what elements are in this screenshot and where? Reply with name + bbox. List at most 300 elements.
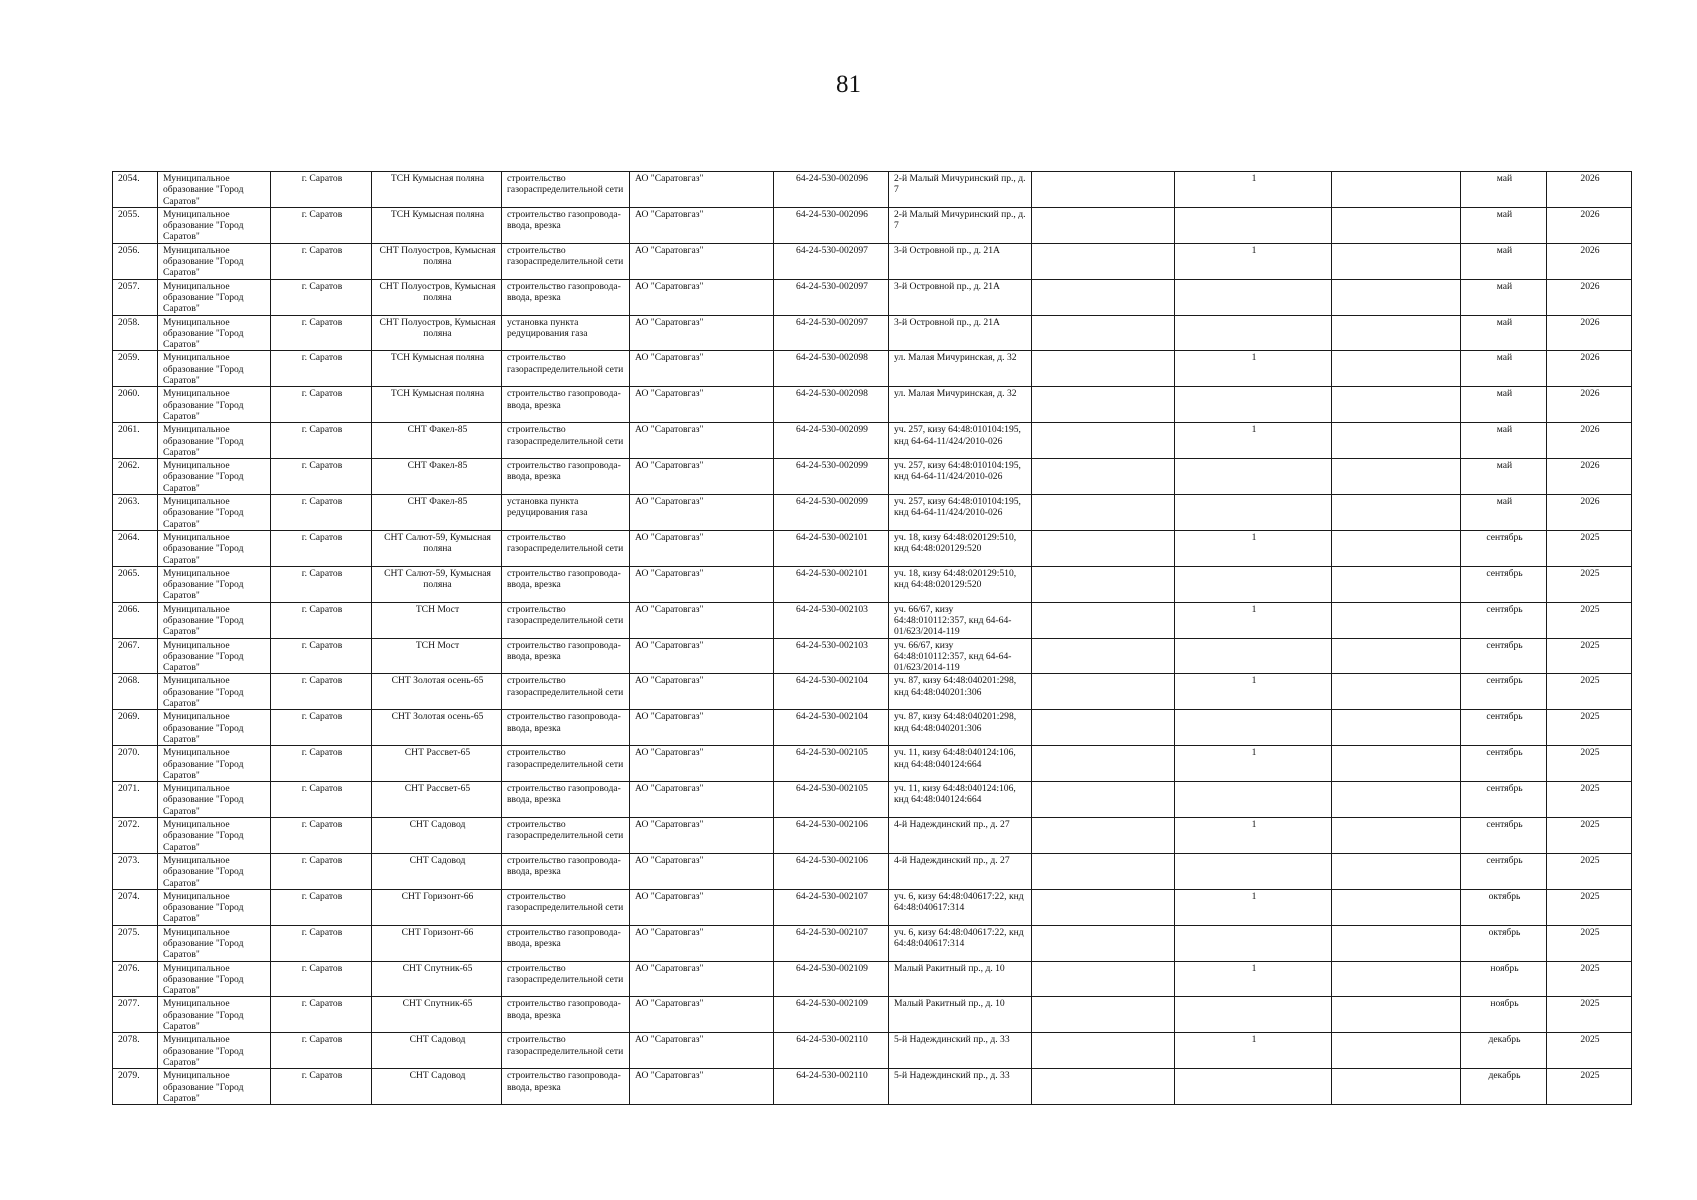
work-type-cell: строительство газораспределительной сети <box>502 674 630 710</box>
row-number: 2065. <box>113 566 158 602</box>
table-row <box>113 495 1632 531</box>
object-code-cell: 64-24-530-002098 <box>774 351 889 387</box>
settlement-cell: СНТ Садовод <box>372 818 502 854</box>
work-type-cell: строительство газопровода-ввода, врезка <box>502 782 630 818</box>
row-number: 2066. <box>113 602 158 638</box>
empty-cell <box>1332 1033 1461 1069</box>
empty-cell <box>1332 172 1461 208</box>
municipality-cell: Муниципальное образование "Город Саратов" <box>158 638 271 674</box>
city-cell: г. Саратов <box>271 997 372 1033</box>
owner-cell: АО "Саратовгаз" <box>630 387 774 423</box>
settlement-cell: СНТ Факел-85 <box>372 459 502 495</box>
month-cell: сентябрь <box>1461 638 1547 674</box>
table-row <box>113 243 1632 279</box>
municipality-cell: Муниципальное образование "Город Саратов" <box>158 530 271 566</box>
work-type-cell: установка пункта редуцирования газа <box>502 495 630 531</box>
empty-cell <box>1032 889 1175 925</box>
settlement-cell: СНТ Спутник-65 <box>372 997 502 1033</box>
settlement-cell: ТСН Кумысная поляна <box>372 387 502 423</box>
object-code-cell: 64-24-530-002103 <box>774 638 889 674</box>
object-code-cell: 64-24-530-002097 <box>774 243 889 279</box>
address-cell: уч. 257, кизу 64:48:010104:195, кнд 64-64-11/424/2010-026 <box>889 459 1032 495</box>
settlement-cell: СНТ Факел-85 <box>372 423 502 459</box>
municipality-cell: Муниципальное образование "Город Саратов" <box>158 746 271 782</box>
city-cell: г. Саратов <box>271 243 372 279</box>
month-cell: ноябрь <box>1461 997 1547 1033</box>
empty-cell <box>1332 243 1461 279</box>
owner-cell: АО "Саратовгаз" <box>630 172 774 208</box>
work-type-cell: строительство газопровода-ввода, врезка <box>502 853 630 889</box>
count-cell: 1 <box>1175 530 1332 566</box>
empty-cell <box>1332 566 1461 602</box>
address-cell: 2-й Малый Мичуринский пр., д. 7 <box>889 172 1032 208</box>
count-cell: 1 <box>1175 1033 1332 1069</box>
work-type-cell: строительство газораспределительной сети <box>502 889 630 925</box>
count-cell <box>1175 997 1332 1033</box>
work-type-cell: строительство газопровода-ввода, врезка <box>502 207 630 243</box>
registry-body <box>113 172 1632 1105</box>
address-cell: 5-й Надеждинский пр., д. 33 <box>889 1033 1032 1069</box>
object-code-cell: 64-24-530-002107 <box>774 889 889 925</box>
row-number: 2074. <box>113 889 158 925</box>
count-cell: 1 <box>1175 746 1332 782</box>
object-code-cell: 64-24-530-002099 <box>774 459 889 495</box>
municipality-cell: Муниципальное образование "Город Саратов" <box>158 710 271 746</box>
empty-cell <box>1332 315 1461 351</box>
row-number: 2060. <box>113 387 158 423</box>
month-cell: сентябрь <box>1461 710 1547 746</box>
settlement-cell: СНТ Спутник-65 <box>372 961 502 997</box>
count-cell: 1 <box>1175 818 1332 854</box>
empty-cell <box>1332 925 1461 961</box>
municipality-cell: Муниципальное образование "Город Саратов" <box>158 961 271 997</box>
object-code-cell: 64-24-530-002101 <box>774 566 889 602</box>
empty-cell <box>1332 459 1461 495</box>
row-number: 2056. <box>113 243 158 279</box>
month-cell: декабрь <box>1461 1033 1547 1069</box>
owner-cell: АО "Саратовгаз" <box>630 746 774 782</box>
table-row <box>113 530 1632 566</box>
settlement-cell: СНТ Полуостров, Кумысная поляна <box>372 279 502 315</box>
table-row <box>113 889 1632 925</box>
count-cell: 1 <box>1175 889 1332 925</box>
municipality-cell: Муниципальное образование "Город Саратов" <box>158 459 271 495</box>
object-code-cell: 64-24-530-002106 <box>774 818 889 854</box>
empty-cell <box>1332 638 1461 674</box>
table-row <box>113 925 1632 961</box>
year-cell: 2025 <box>1547 746 1632 782</box>
city-cell: г. Саратов <box>271 782 372 818</box>
month-cell: сентябрь <box>1461 602 1547 638</box>
city-cell: г. Саратов <box>271 1033 372 1069</box>
settlement-cell: СНТ Салют-59, Кумысная поляна <box>372 566 502 602</box>
empty-cell <box>1332 997 1461 1033</box>
year-cell: 2025 <box>1547 638 1632 674</box>
owner-cell: АО "Саратовгаз" <box>630 853 774 889</box>
municipality-cell: Муниципальное образование "Город Саратов" <box>158 925 271 961</box>
empty-cell <box>1332 782 1461 818</box>
year-cell: 2026 <box>1547 279 1632 315</box>
year-cell: 2025 <box>1547 853 1632 889</box>
empty-cell <box>1332 530 1461 566</box>
count-cell: 1 <box>1175 243 1332 279</box>
year-cell: 2025 <box>1547 782 1632 818</box>
month-cell: май <box>1461 423 1547 459</box>
owner-cell: АО "Саратовгаз" <box>630 243 774 279</box>
municipality-cell: Муниципальное образование "Город Саратов" <box>158 172 271 208</box>
empty-cell <box>1332 495 1461 531</box>
month-cell: май <box>1461 279 1547 315</box>
empty-cell <box>1032 495 1175 531</box>
year-cell: 2025 <box>1547 602 1632 638</box>
empty-cell <box>1032 746 1175 782</box>
gasification-registry-table <box>112 171 1632 1105</box>
owner-cell: АО "Саратовгаз" <box>630 351 774 387</box>
month-cell: сентябрь <box>1461 566 1547 602</box>
city-cell: г. Саратов <box>271 495 372 531</box>
year-cell: 2025 <box>1547 674 1632 710</box>
municipality-cell: Муниципальное образование "Город Саратов" <box>158 207 271 243</box>
empty-cell <box>1332 853 1461 889</box>
owner-cell: АО "Саратовгаз" <box>630 566 774 602</box>
settlement-cell: ТСН Кумысная поляна <box>372 207 502 243</box>
row-number: 2073. <box>113 853 158 889</box>
city-cell: г. Саратов <box>271 961 372 997</box>
month-cell: сентябрь <box>1461 530 1547 566</box>
settlement-cell: СНТ Рассвет-65 <box>372 746 502 782</box>
city-cell: г. Саратов <box>271 566 372 602</box>
address-cell: уч. 87, кизу 64:48:040201:298, кнд 64:48:040201:306 <box>889 710 1032 746</box>
city-cell: г. Саратов <box>271 530 372 566</box>
empty-cell <box>1332 889 1461 925</box>
year-cell: 2026 <box>1547 495 1632 531</box>
owner-cell: АО "Саратовгаз" <box>630 423 774 459</box>
year-cell: 2026 <box>1547 423 1632 459</box>
table-row <box>113 961 1632 997</box>
table-row <box>113 172 1632 208</box>
empty-cell <box>1332 351 1461 387</box>
municipality-cell: Муниципальное образование "Город Саратов" <box>158 423 271 459</box>
municipality-cell: Муниципальное образование "Город Саратов" <box>158 566 271 602</box>
municipality-cell: Муниципальное образование "Город Саратов" <box>158 1033 271 1069</box>
year-cell: 2026 <box>1547 351 1632 387</box>
settlement-cell: СНТ Золотая осень-65 <box>372 674 502 710</box>
municipality-cell: Муниципальное образование "Город Саратов" <box>158 889 271 925</box>
city-cell: г. Саратов <box>271 889 372 925</box>
count-cell <box>1175 459 1332 495</box>
empty-cell <box>1032 602 1175 638</box>
month-cell: сентябрь <box>1461 853 1547 889</box>
row-number: 2054. <box>113 172 158 208</box>
empty-cell <box>1332 207 1461 243</box>
empty-cell <box>1032 710 1175 746</box>
object-code-cell: 64-24-530-002109 <box>774 961 889 997</box>
work-type-cell: строительство газопровода-ввода, врезка <box>502 997 630 1033</box>
object-code-cell: 64-24-530-002105 <box>774 746 889 782</box>
empty-cell <box>1032 853 1175 889</box>
table-row <box>113 1033 1632 1069</box>
month-cell: май <box>1461 387 1547 423</box>
month-cell: май <box>1461 315 1547 351</box>
owner-cell: АО "Саратовгаз" <box>630 674 774 710</box>
count-cell <box>1175 1069 1332 1105</box>
address-cell: ул. Малая Мичуринская, д. 32 <box>889 351 1032 387</box>
empty-cell <box>1032 351 1175 387</box>
address-cell: 3-й Островной пр., д. 21А <box>889 243 1032 279</box>
work-type-cell: строительство газораспределительной сети <box>502 243 630 279</box>
month-cell: май <box>1461 495 1547 531</box>
city-cell: г. Саратов <box>271 172 372 208</box>
owner-cell: АО "Саратовгаз" <box>630 315 774 351</box>
owner-cell: АО "Саратовгаз" <box>630 1033 774 1069</box>
row-number: 2055. <box>113 207 158 243</box>
municipality-cell: Муниципальное образование "Город Саратов" <box>158 243 271 279</box>
address-cell: уч. 6, кизу 64:48:040617:22, кнд 64:48:040617:314 <box>889 925 1032 961</box>
year-cell: 2026 <box>1547 243 1632 279</box>
year-cell: 2025 <box>1547 530 1632 566</box>
owner-cell: АО "Саратовгаз" <box>630 997 774 1033</box>
row-number: 2069. <box>113 710 158 746</box>
settlement-cell: СНТ Полуостров, Кумысная поляна <box>372 243 502 279</box>
settlement-cell: ТСН Мост <box>372 602 502 638</box>
city-cell: г. Саратов <box>271 710 372 746</box>
owner-cell: АО "Саратовгаз" <box>630 782 774 818</box>
empty-cell <box>1032 423 1175 459</box>
table-row <box>113 279 1632 315</box>
empty-cell <box>1032 387 1175 423</box>
work-type-cell: строительство газораспределительной сети <box>502 602 630 638</box>
count-cell <box>1175 495 1332 531</box>
count-cell <box>1175 279 1332 315</box>
empty-cell <box>1032 674 1175 710</box>
year-cell: 2025 <box>1547 997 1632 1033</box>
owner-cell: АО "Саратовгаз" <box>630 459 774 495</box>
object-code-cell: 64-24-530-002103 <box>774 602 889 638</box>
address-cell: 5-й Надеждинский пр., д. 33 <box>889 1069 1032 1105</box>
work-type-cell: строительство газопровода-ввода, врезка <box>502 566 630 602</box>
year-cell: 2025 <box>1547 925 1632 961</box>
row-number: 2072. <box>113 818 158 854</box>
work-type-cell: строительство газопровода-ввода, врезка <box>502 710 630 746</box>
month-cell: сентябрь <box>1461 782 1547 818</box>
work-type-cell: строительство газораспределительной сети <box>502 530 630 566</box>
owner-cell: АО "Саратовгаз" <box>630 818 774 854</box>
address-cell: уч. 257, кизу 64:48:010104:195, кнд 64-64-11/424/2010-026 <box>889 423 1032 459</box>
year-cell: 2026 <box>1547 172 1632 208</box>
address-cell: Малый Ракитный пр., д. 10 <box>889 961 1032 997</box>
address-cell: ул. Малая Мичуринская, д. 32 <box>889 387 1032 423</box>
year-cell: 2026 <box>1547 315 1632 351</box>
count-cell <box>1175 566 1332 602</box>
empty-cell <box>1032 243 1175 279</box>
empty-cell <box>1032 207 1175 243</box>
city-cell: г. Саратов <box>271 746 372 782</box>
table-row <box>113 315 1632 351</box>
empty-cell <box>1332 674 1461 710</box>
city-cell: г. Саратов <box>271 853 372 889</box>
municipality-cell: Муниципальное образование "Город Саратов" <box>158 782 271 818</box>
empty-cell <box>1032 459 1175 495</box>
address-cell: уч. 87, кизу 64:48:040201:298, кнд 64:48:040201:306 <box>889 674 1032 710</box>
address-cell: 3-й Островной пр., д. 21А <box>889 315 1032 351</box>
owner-cell: АО "Саратовгаз" <box>630 710 774 746</box>
empty-cell <box>1332 710 1461 746</box>
work-type-cell: строительство газопровода-ввода, врезка <box>502 1069 630 1105</box>
address-cell: 4-й Надеждинский пр., д. 27 <box>889 818 1032 854</box>
city-cell: г. Саратов <box>271 925 372 961</box>
row-number: 2057. <box>113 279 158 315</box>
owner-cell: АО "Саратовгаз" <box>630 207 774 243</box>
owner-cell: АО "Саратовгаз" <box>630 602 774 638</box>
table-row <box>113 782 1632 818</box>
empty-cell <box>1032 530 1175 566</box>
table-row <box>113 423 1632 459</box>
month-cell: май <box>1461 207 1547 243</box>
city-cell: г. Саратов <box>271 818 372 854</box>
table-row <box>113 638 1632 674</box>
empty-cell <box>1332 961 1461 997</box>
work-type-cell: строительство газораспределительной сети <box>502 818 630 854</box>
table-row <box>113 602 1632 638</box>
municipality-cell: Муниципальное образование "Город Саратов" <box>158 997 271 1033</box>
work-type-cell: строительство газораспределительной сети <box>502 423 630 459</box>
empty-cell <box>1032 172 1175 208</box>
work-type-cell: строительство газораспределительной сети <box>502 961 630 997</box>
settlement-cell: СНТ Золотая осень-65 <box>372 710 502 746</box>
address-cell: уч. 11, кизу 64:48:040124:106, кнд 64:48:040124:664 <box>889 782 1032 818</box>
month-cell: сентябрь <box>1461 818 1547 854</box>
month-cell: май <box>1461 351 1547 387</box>
address-cell: 3-й Островной пр., д. 21А <box>889 279 1032 315</box>
object-code-cell: 64-24-530-002110 <box>774 1069 889 1105</box>
empty-cell <box>1332 423 1461 459</box>
object-code-cell: 64-24-530-002099 <box>774 423 889 459</box>
year-cell: 2025 <box>1547 889 1632 925</box>
month-cell: май <box>1461 459 1547 495</box>
row-number: 2061. <box>113 423 158 459</box>
owner-cell: АО "Саратовгаз" <box>630 638 774 674</box>
table-row <box>113 710 1632 746</box>
city-cell: г. Саратов <box>271 602 372 638</box>
municipality-cell: Муниципальное образование "Город Саратов" <box>158 818 271 854</box>
empty-cell <box>1032 1033 1175 1069</box>
count-cell <box>1175 207 1332 243</box>
work-type-cell: строительство газораспределительной сети <box>502 172 630 208</box>
settlement-cell: ТСН Кумысная поляна <box>372 172 502 208</box>
empty-cell <box>1032 279 1175 315</box>
table-row <box>113 351 1632 387</box>
address-cell: уч. 66/67, кизу 64:48:010112:357, кнд 64-64-01/623/2014-119 <box>889 602 1032 638</box>
year-cell: 2025 <box>1547 710 1632 746</box>
settlement-cell: СНТ Садовод <box>372 1069 502 1105</box>
table-row <box>113 674 1632 710</box>
count-cell: 1 <box>1175 423 1332 459</box>
month-cell: октябрь <box>1461 925 1547 961</box>
table-row <box>113 207 1632 243</box>
count-cell <box>1175 638 1332 674</box>
month-cell: май <box>1461 243 1547 279</box>
owner-cell: АО "Саратовгаз" <box>630 961 774 997</box>
row-number: 2068. <box>113 674 158 710</box>
year-cell: 2025 <box>1547 566 1632 602</box>
month-cell: сентябрь <box>1461 746 1547 782</box>
settlement-cell: СНТ Горизонт-66 <box>372 889 502 925</box>
table-row <box>113 459 1632 495</box>
year-cell: 2025 <box>1547 961 1632 997</box>
owner-cell: АО "Саратовгаз" <box>630 279 774 315</box>
work-type-cell: строительство газопровода-ввода, врезка <box>502 387 630 423</box>
object-code-cell: 64-24-530-002106 <box>774 853 889 889</box>
object-code-cell: 64-24-530-002101 <box>774 530 889 566</box>
year-cell: 2025 <box>1547 818 1632 854</box>
object-code-cell: 64-24-530-002099 <box>774 495 889 531</box>
year-cell: 2025 <box>1547 1033 1632 1069</box>
empty-cell <box>1032 782 1175 818</box>
municipality-cell: Муниципальное образование "Город Саратов" <box>158 279 271 315</box>
empty-cell <box>1032 1069 1175 1105</box>
municipality-cell: Муниципальное образование "Город Саратов" <box>158 315 271 351</box>
settlement-cell: СНТ Садовод <box>372 853 502 889</box>
city-cell: г. Саратов <box>271 207 372 243</box>
empty-cell <box>1332 279 1461 315</box>
city-cell: г. Саратов <box>271 387 372 423</box>
city-cell: г. Саратов <box>271 315 372 351</box>
settlement-cell: СНТ Полуостров, Кумысная поляна <box>372 315 502 351</box>
page-number: 81 <box>836 71 861 98</box>
object-code-cell: 64-24-530-002105 <box>774 782 889 818</box>
owner-cell: АО "Саратовгаз" <box>630 1069 774 1105</box>
table-row <box>113 566 1632 602</box>
object-code-cell: 64-24-530-002104 <box>774 674 889 710</box>
object-code-cell: 64-24-530-002107 <box>774 925 889 961</box>
settlement-cell: СНТ Рассвет-65 <box>372 782 502 818</box>
owner-cell: АО "Саратовгаз" <box>630 889 774 925</box>
address-cell: уч. 6, кизу 64:48:040617:22, кнд 64:48:040617:314 <box>889 889 1032 925</box>
object-code-cell: 64-24-530-002096 <box>774 207 889 243</box>
address-cell: Малый Ракитный пр., д. 10 <box>889 997 1032 1033</box>
work-type-cell: строительство газораспределительной сети <box>502 1033 630 1069</box>
work-type-cell: строительство газораспределительной сети <box>502 351 630 387</box>
count-cell <box>1175 315 1332 351</box>
municipality-cell: Муниципальное образование "Город Саратов" <box>158 387 271 423</box>
empty-cell <box>1332 746 1461 782</box>
row-number: 2077. <box>113 997 158 1033</box>
empty-cell <box>1032 315 1175 351</box>
count-cell: 1 <box>1175 351 1332 387</box>
empty-cell <box>1032 818 1175 854</box>
month-cell: сентябрь <box>1461 674 1547 710</box>
empty-cell <box>1032 961 1175 997</box>
row-number: 2064. <box>113 530 158 566</box>
year-cell: 2026 <box>1547 459 1632 495</box>
year-cell: 2026 <box>1547 387 1632 423</box>
count-cell <box>1175 925 1332 961</box>
object-code-cell: 64-24-530-002097 <box>774 279 889 315</box>
owner-cell: АО "Саратовгаз" <box>630 495 774 531</box>
municipality-cell: Муниципальное образование "Город Саратов" <box>158 602 271 638</box>
year-cell: 2026 <box>1547 207 1632 243</box>
count-cell: 1 <box>1175 674 1332 710</box>
settlement-cell: СНТ Салют-59, Кумысная поляна <box>372 530 502 566</box>
address-cell: уч. 66/67, кизу 64:48:010112:357, кнд 64-64-01/623/2014-119 <box>889 638 1032 674</box>
month-cell: май <box>1461 172 1547 208</box>
count-cell <box>1175 853 1332 889</box>
object-code-cell: 64-24-530-002097 <box>774 315 889 351</box>
empty-cell <box>1332 1069 1461 1105</box>
empty-cell <box>1332 602 1461 638</box>
count-cell: 1 <box>1175 961 1332 997</box>
object-code-cell: 64-24-530-002098 <box>774 387 889 423</box>
